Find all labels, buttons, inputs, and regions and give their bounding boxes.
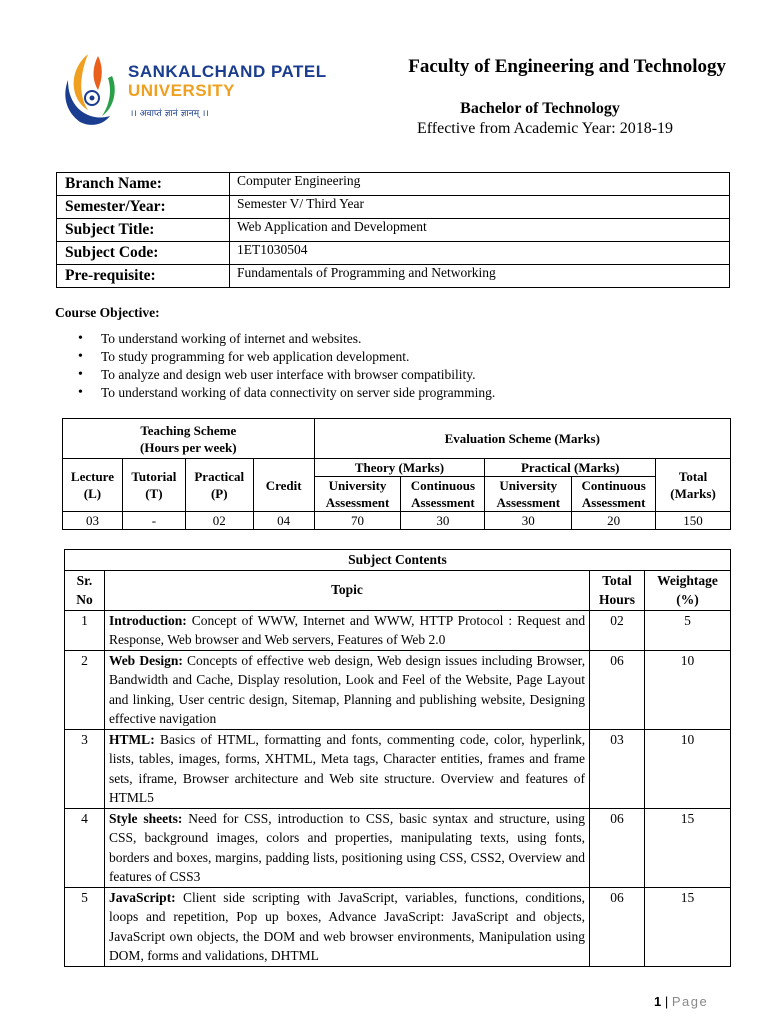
scheme-table [62, 418, 731, 530]
topic-cell [104, 610, 589, 650]
info-value: Web Application and Development [230, 219, 730, 242]
page-number [654, 994, 708, 1009]
topic-heading: Web Design: [108, 652, 183, 668]
info-value: Semester V/ Third Year [230, 196, 730, 219]
table-row [65, 610, 731, 650]
info-row-prerequisite [57, 265, 730, 288]
topic-heading: JavaScript: [108, 889, 176, 905]
info-row-title [57, 219, 730, 242]
subject-contents-table [64, 549, 731, 967]
topic-heading: Introduction: [108, 612, 187, 628]
weight-label2: (%) [676, 592, 699, 607]
weight-cell: 10 [645, 729, 731, 808]
sr-cell: 5 [65, 887, 105, 966]
practical-university-header [485, 477, 572, 512]
page-number-value: 1 [654, 994, 662, 1009]
table-row [65, 808, 731, 887]
lecture-abbr: (L) [83, 486, 102, 501]
page-separator: | [664, 994, 669, 1009]
list-item: • To study programming for web application development. [78, 348, 495, 366]
page-label: Page [671, 994, 709, 1009]
no-label: No [76, 592, 93, 607]
course-objective-heading: Course Objective: [55, 305, 160, 320]
faculty-title: Faculty of Engineering and Technology [408, 56, 726, 77]
tutorial-abbr: (T) [145, 486, 163, 501]
practical-marks-header: Practical (Marks) [485, 459, 656, 477]
total-sub: (Marks) [670, 486, 716, 501]
degree-title: Bachelor of Technology [460, 100, 620, 117]
practical-continuous-header [572, 477, 656, 512]
weight-cell: 5 [645, 610, 731, 650]
practical-header [185, 459, 253, 512]
hours-cell: 06 [590, 650, 645, 729]
ca-line1: Continuous [410, 478, 476, 493]
practical-label: Practical [194, 469, 245, 484]
topic-cell [104, 650, 589, 729]
sr-label: Sr. [76, 572, 93, 588]
ua-line2: Assessment [496, 495, 561, 510]
ua-line2: Assessment [325, 495, 390, 510]
topic-text: Need for CSS, introduction to CSS, basic syntax and structure, using CSS, background images, colors and properties, manipulating texts, using fonts, borders and boxes, margins, padding lists, positioning using CSS, CSS2, Overview and features of CSS3 [108, 810, 586, 884]
topic-text: Concepts of effective web design, Web design issues including Browser, Bandwidth and Cache, Display resolution, Look and Feel of the Website, Page Layout and linking, User centric design, Sitemap, Planning and publishing website, Designing effective navigation [108, 652, 586, 726]
total-marks-header [656, 459, 731, 512]
info-row-code [57, 242, 730, 265]
sr-cell: 1 [65, 610, 105, 650]
logo-motto: ।। अवाप्तं ज्ञानं ज्ञानम् ।। [130, 109, 209, 119]
lecture-header [63, 459, 123, 512]
sr-cell: 2 [65, 650, 105, 729]
theory-marks-header: Theory (Marks) [314, 459, 485, 477]
hours-header [590, 570, 645, 610]
info-row-semester [57, 196, 730, 219]
credit-header: Credit [253, 459, 314, 512]
topic-cell [104, 887, 589, 966]
table-row [65, 729, 731, 808]
table-cell: - [122, 512, 185, 530]
table-cell: 150 [656, 512, 731, 530]
info-label: Branch Name: [57, 173, 230, 196]
info-value: Fundamentals of Programming and Networking [230, 265, 730, 288]
info-row-branch [57, 173, 730, 196]
topic-header: Topic [104, 570, 589, 610]
topic-cell [104, 729, 589, 808]
table-cell: 30 [401, 512, 485, 530]
list-item: • To understand working of internet and websites. [78, 330, 495, 348]
scheme-values-row [63, 512, 731, 530]
info-label: Pre-requisite: [57, 265, 230, 288]
table-cell: 30 [485, 512, 572, 530]
topic-heading: HTML: [108, 731, 155, 747]
ca-line2: Assessment [411, 495, 475, 510]
theory-continuous-header [401, 477, 485, 512]
info-value: Computer Engineering [230, 173, 730, 196]
logo-text-line2: UNIVERSITY [128, 81, 236, 100]
hours-label1: Total [602, 572, 632, 588]
topic-text: Basics of HTML, formatting and fonts, commenting code, color, hyperlink, lists, tables, images, forms, XHTML, Meta tags, Character entities, frames and frame sets, iframe, Browser architecture and Web site structure. Overview and features of HTML5 [108, 731, 586, 805]
hours-cell: 06 [590, 887, 645, 966]
hours-cell: 02 [590, 610, 645, 650]
university-logo [58, 50, 327, 130]
topic-text: Concept of WWW, Internet and WWW, HTTP Protocol : Request and Response, Web browser and Web servers, Features of Web 2.0 [108, 612, 586, 647]
course-objective-list [78, 330, 495, 402]
teaching-scheme-title: Teaching Scheme [140, 422, 237, 438]
theory-university-header [314, 477, 401, 512]
subject-info-table [56, 172, 730, 288]
info-label: Subject Code: [57, 242, 230, 265]
table-cell: 04 [253, 512, 314, 530]
logo-emblem-icon [58, 50, 122, 130]
total-label: Total [678, 469, 708, 484]
sr-no-header [65, 570, 105, 610]
effective-year: Effective from Academic Year: 2018-19 [416, 120, 674, 137]
evaluation-scheme-header: Evaluation Scheme (Marks) [314, 419, 730, 459]
weight-cell: 15 [645, 887, 731, 966]
subject-contents-title: Subject Contents [65, 550, 731, 571]
hours-label2: Hours [599, 592, 636, 607]
sr-cell: 4 [65, 808, 105, 887]
sr-cell: 3 [65, 729, 105, 808]
ua-line1: University [499, 478, 558, 493]
topic-heading: Style sheets: [108, 810, 183, 826]
table-cell: 20 [572, 512, 656, 530]
teaching-scheme-sub: (Hours per week) [140, 439, 237, 455]
weight-cell: 15 [645, 808, 731, 887]
weightage-header [645, 570, 731, 610]
table-row [65, 887, 731, 966]
weight-cell: 10 [645, 650, 731, 729]
practical-abbr: (P) [210, 486, 228, 501]
info-label: Semester/Year: [57, 196, 230, 219]
logo-text-line1: SANKALCHAND PATEL [128, 62, 327, 81]
weight-label1: Weightage [657, 572, 718, 588]
table-cell: 70 [314, 512, 401, 530]
topic-text: Client side scripting with JavaScript, variables, functions, conditions, loops and repetition, Pop up boxes, Advance JavaScript: JavaScript and objects, JavaScript own objects, the DOM and web browser environments, Manipulation using DOM, forms and validations, DHTML [108, 889, 586, 963]
hours-cell: 03 [590, 729, 645, 808]
ca-line1: Continuous [581, 478, 646, 493]
table-cell: 02 [185, 512, 253, 530]
table-row [65, 650, 731, 729]
teaching-scheme-header [63, 419, 315, 459]
info-value: 1ET1030504 [230, 242, 730, 265]
table-cell: 03 [63, 512, 123, 530]
list-item: • To understand working of data connectivity on server side programming. [78, 384, 495, 402]
ca-line2: Assessment [581, 495, 646, 510]
lecture-label: Lecture [70, 469, 114, 484]
info-label: Subject Title: [57, 219, 230, 242]
topic-cell [104, 808, 589, 887]
tutorial-label: Tutorial [131, 469, 177, 484]
tutorial-header [122, 459, 185, 512]
hours-cell: 06 [590, 808, 645, 887]
ua-line1: University [328, 478, 387, 493]
list-item: • To analyze and design web user interface with browser compatibility. [78, 366, 495, 384]
